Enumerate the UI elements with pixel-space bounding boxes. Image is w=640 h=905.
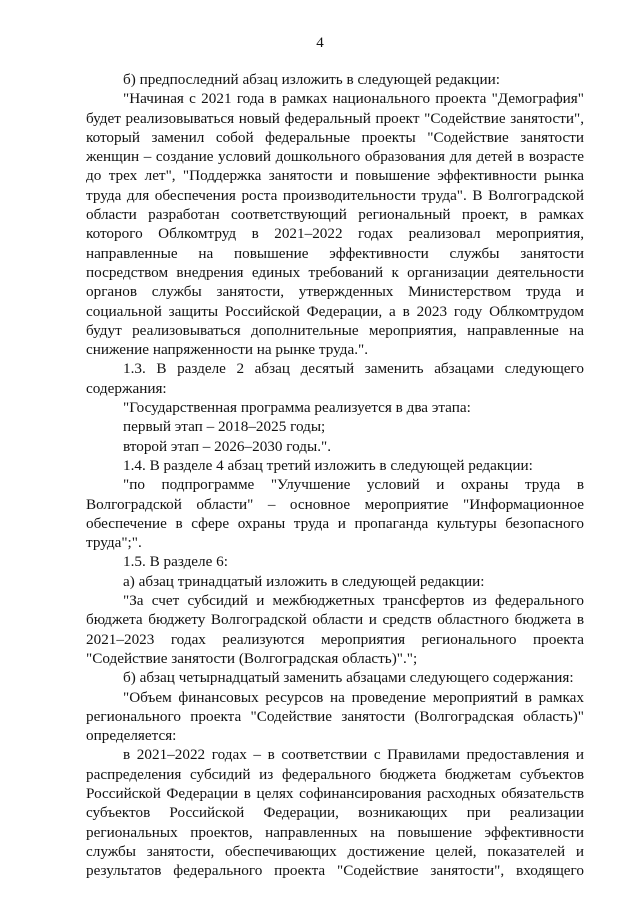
paragraph-stage-one: первый этап – 2018–2025 годы; xyxy=(123,418,326,436)
paragraph-2021-2022-rules: в 2021–2022 годах – в соответствии с Правилами предоставления и распределения субсидий из федерального бюджета бюджетам субъектов Российской Федерации в целях софинансирования расходных обязательств субъектов Российской Федерации, возникающих при реализации региональных проектов, направленных на повышение эффективности службы занятости, обеспечивающих достижение целей, показателей и результатов федерального проекта "Содействие занятости", входящего xyxy=(86,746,584,880)
paragraph-quoted-demography-project: "Начиная с 2021 года в рамках национального проекта "Демография" будет реализовываться новый федеральный проект "Содействие занятости", который заменил собой федеральные проекты "Содействие занятости женщин – создание условий дошкольного образования для детей в возрасте до трех лет", "Поддержка занятости и повышение эффективности рынка труда для обеспечения роста производительности труда". В Волгоградской области разработан соответствующий региональный проект, в рамках которого Облкомтруд в 2021–2022 годах реализовал мероприятия, направленные на повышение эффективности службы занятости посредством внедрения единых требований к организации деятельности органов службы занятости, утвержденных Министерством труда и социальной защиты Российской Федерации, а в 2023 году Облкомтрудом будут реализовываться дополнительные мероприятия, направленные на снижение напряженности на рынке труда.". xyxy=(86,90,584,359)
paragraph-stage-two: второй этап – 2026–2030 годы.". xyxy=(123,437,332,455)
paragraph-subsidies-regional-project: "За счет субсидий и межбюджетных трансфертов из федерального бюджета бюджету Волгоградской области и средств областного бюджета в 2021–2023 годах реализуются мероприятия регионального проекта "Содействие занятости (Волгоградская область)"."; xyxy=(86,592,584,667)
paragraph-amendment-b-fourteenth: б) абзац четырнадцатый заменить абзацами следующего содержания: xyxy=(123,669,574,687)
paragraph-item-1-4: 1.4. В разделе 4 абзац третий изложить в следующей редакции: xyxy=(123,456,533,474)
paragraph-item-1-5: 1.5. В разделе 6: xyxy=(123,553,228,571)
paragraph-item-1-3: 1.3. В разделе 2 абзац десятый заменить абзацами следующего содержания: xyxy=(86,360,584,397)
paragraph-subprogram-labor-safety: "по подпрограмме "Улучшение условий и охраны труда в Волгоградской области" – основное мероприятие "Информационное обеспечение в сфере охраны труда и пропаганда культуры безопасного труда";". xyxy=(86,476,584,552)
page-number: 4 xyxy=(316,35,324,51)
paragraph-program-stages-intro: "Государственная программа реализуется в два этапа: xyxy=(123,399,471,417)
paragraph-amendment-a-intro: а) абзац тринадцатый изложить в следующей редакции: xyxy=(123,572,485,590)
paragraph-financial-resources: "Объем финансовых ресурсов на проведение мероприятий в рамках регионального проекта "Содействие занятости (Волгоградская область)" определяется: xyxy=(86,688,584,745)
document-body xyxy=(86,70,584,880)
paragraph-amendment-b-intro: б) предпоследний абзац изложить в следующей редакции: xyxy=(123,71,500,88)
